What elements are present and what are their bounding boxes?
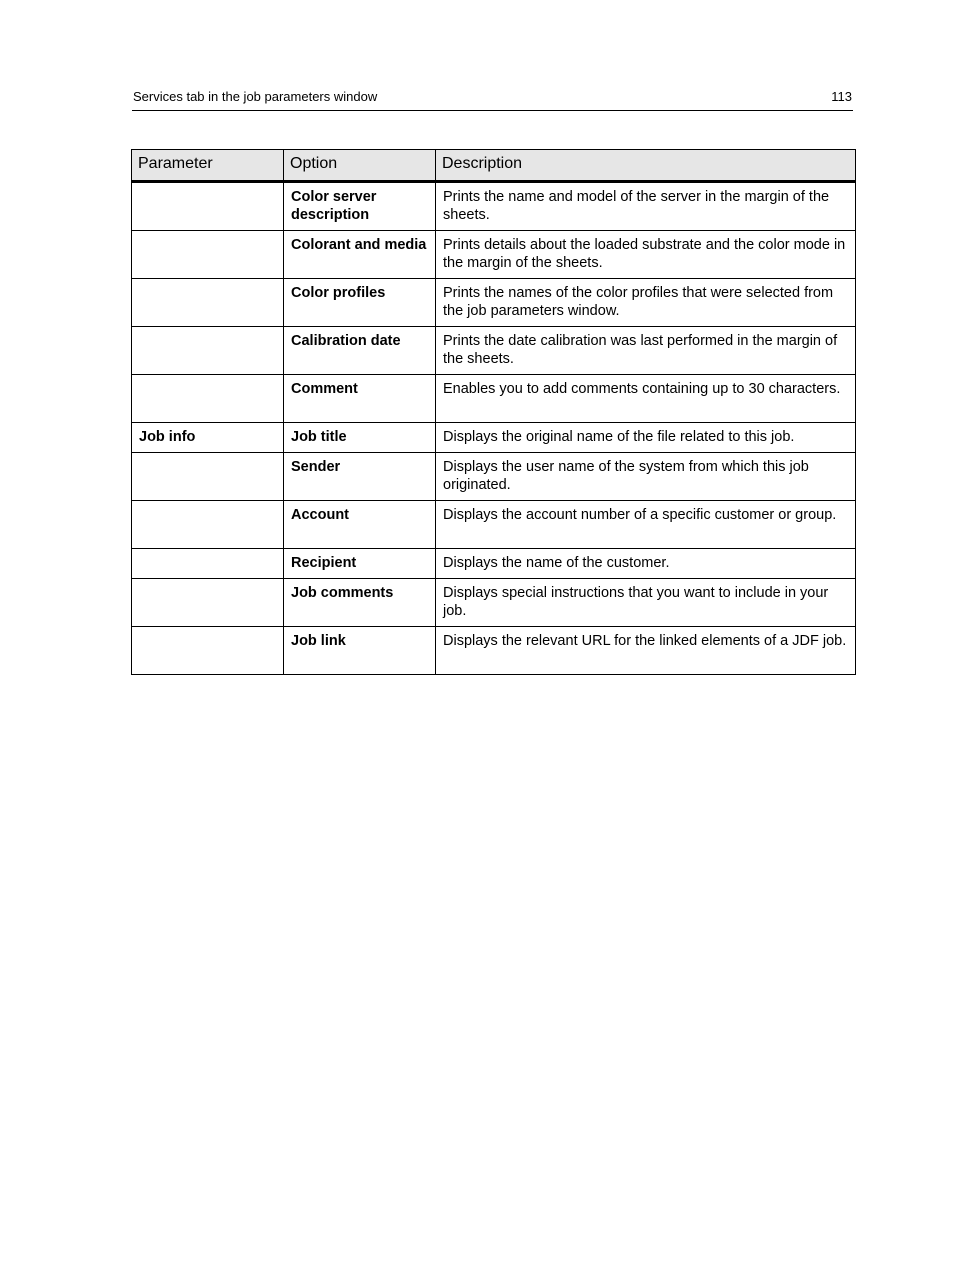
column-header-parameter: Parameter <box>132 150 284 182</box>
description-cell: Displays the account number of a specific customer or group. <box>436 501 856 549</box>
parameter-cell <box>132 279 284 327</box>
table-row <box>132 501 856 549</box>
description-cell: Prints the names of the color profiles that were selected from the job parameters window. <box>436 279 856 327</box>
table-row <box>132 182 856 231</box>
description-cell: Displays the user name of the system from which this job originated. <box>436 453 856 501</box>
parameter-cell <box>132 453 284 501</box>
page-header <box>132 88 853 111</box>
table-row <box>132 231 856 279</box>
option-cell: Sender <box>284 453 436 501</box>
option-cell: Job comments <box>284 579 436 627</box>
table-row <box>132 279 856 327</box>
option-cell: Account <box>284 501 436 549</box>
parameters-table <box>131 149 856 675</box>
parameter-cell <box>132 549 284 579</box>
option-cell: Color profiles <box>284 279 436 327</box>
parameter-cell <box>132 182 284 231</box>
parameter-cell <box>132 231 284 279</box>
description-cell: Displays the original name of the file related to this job. <box>436 423 856 453</box>
parameter-cell <box>132 375 284 423</box>
description-cell: Prints details about the loaded substrate and the color mode in the margin of the sheets. <box>436 231 856 279</box>
table-row <box>132 327 856 375</box>
description-cell: Displays the relevant URL for the linked elements of a JDF job. <box>436 627 856 675</box>
parameter-cell <box>132 501 284 549</box>
parameter-cell <box>132 327 284 375</box>
option-cell: Colorant and media <box>284 231 436 279</box>
parameter-cell: Job info <box>132 423 284 453</box>
parameter-cell <box>132 627 284 675</box>
column-header-description: Description <box>436 150 856 182</box>
table-row <box>132 453 856 501</box>
table-row <box>132 423 856 453</box>
option-cell: Recipient <box>284 549 436 579</box>
option-cell: Job link <box>284 627 436 675</box>
option-cell: Comment <box>284 375 436 423</box>
description-cell: Enables you to add comments containing up to 30 characters. <box>436 375 856 423</box>
option-cell: Color server description <box>284 182 436 231</box>
table-row <box>132 549 856 579</box>
option-cell: Job title <box>284 423 436 453</box>
description-cell: Prints the date calibration was last performed in the margin of the sheets. <box>436 327 856 375</box>
description-cell: Displays special instructions that you want to include in your job. <box>436 579 856 627</box>
table-row <box>132 375 856 423</box>
table-header-row <box>132 150 856 182</box>
header-title: Services tab in the job parameters window <box>133 89 378 104</box>
page-number: 113 <box>831 89 852 104</box>
parameter-cell <box>132 579 284 627</box>
description-cell: Displays the name of the customer. <box>436 549 856 579</box>
description-cell: Prints the name and model of the server in the margin of the sheets. <box>436 182 856 231</box>
option-cell: Calibration date <box>284 327 436 375</box>
table-row <box>132 579 856 627</box>
column-header-option: Option <box>284 150 436 182</box>
table-row <box>132 627 856 675</box>
